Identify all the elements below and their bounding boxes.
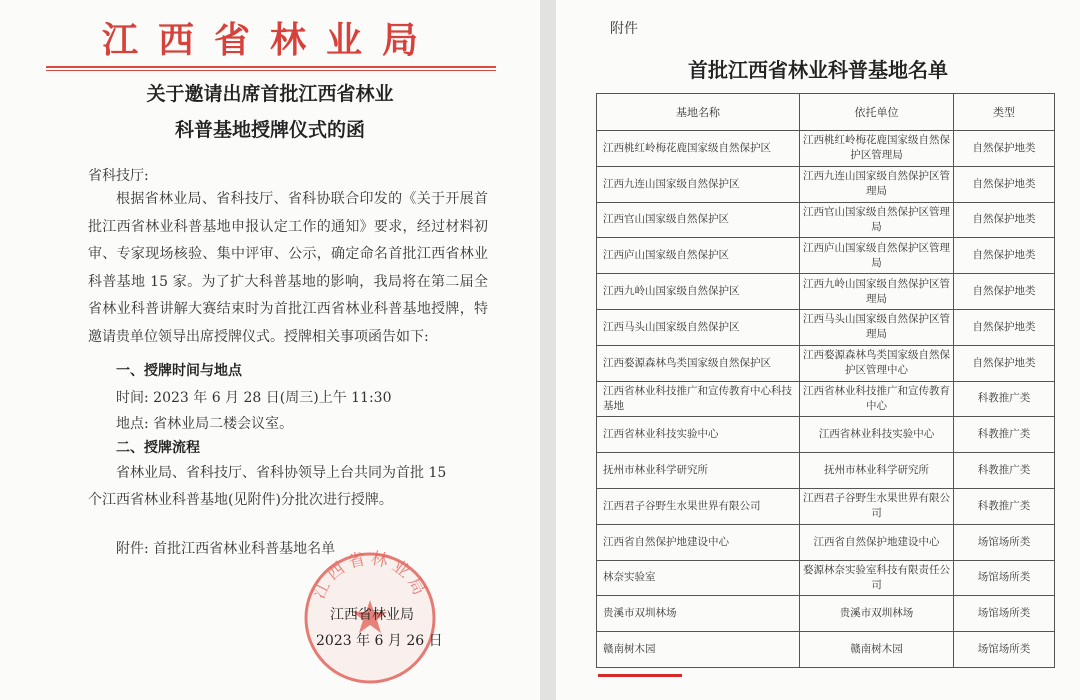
col-header-host-unit: 依托单位 (800, 94, 954, 131)
base-name: 江西省林业科技实验中心 (597, 417, 800, 453)
process-line-2: 个江西省林业科普基地(见附件)分批次进行授牌。 (88, 492, 393, 508)
svg-text:江西省林业局: 江西省林业局 (309, 548, 431, 603)
base-type: 场馆场所类 (954, 560, 1055, 596)
host-unit: 婺源林奈实验室科技有限责任公司 (800, 560, 954, 596)
table-row (597, 596, 1055, 632)
base-name: 江西桃红岭梅花鹿国家级自然保护区 (597, 131, 800, 167)
base-type: 自然保护地类 (954, 131, 1055, 167)
base-name: 江西君子谷野生水果世界有限公司 (597, 488, 800, 524)
host-unit: 江西马头山国家级自然保护区管理局 (800, 309, 954, 345)
host-unit: 江西婺源森林鸟类国家级自然保护区管理中心 (800, 345, 954, 381)
table-row (597, 166, 1055, 202)
table-row (597, 202, 1055, 238)
letter-body: 根据省林业局、省科技厅、省科协联合印发的《关于开展首批江西省林业科普基地申报认定工作的通知》要求，经过材料初审、专家现场核验、集中评审、公示，确定命名首批江西省林业科普基地 15 家。为了扩大科普基地的影响，我局将在第二届全省林业科普讲解大赛结束时为首批江西省林业科普基地授牌，特邀请贵单位领导出席授牌仪式。授牌相关事项函告如下: (88, 191, 488, 345)
highlight-underline (598, 674, 682, 677)
addressee: 省科技厅: (88, 168, 149, 184)
subject-line-2: 科普基地授牌仪式的函 (174, 119, 365, 141)
ceremony-time: 时间: 2023 年 6 月 28 日(周三)上午 11:30 (116, 390, 392, 406)
host-unit: 江西庐山国家级自然保护区管理局 (800, 238, 954, 274)
letterhead-title: 江西省林业局 (101, 19, 438, 61)
base-name: 江西九连山国家级自然保护区 (597, 166, 800, 202)
host-unit: 江西九岭山国家级自然保护区管理局 (800, 274, 954, 310)
table-row (597, 488, 1055, 524)
col-header-base-name: 基地名称 (597, 94, 800, 131)
table-row (597, 309, 1055, 345)
host-unit: 江西省自然保护地建设中心 (800, 524, 954, 560)
table-row (597, 238, 1055, 274)
base-type: 自然保护地类 (954, 202, 1055, 238)
page-gutter (540, 0, 556, 700)
host-unit: 江西君子谷野生水果世界有限公司 (800, 488, 954, 524)
table-row (597, 453, 1055, 489)
base-type: 科教推广类 (954, 417, 1055, 453)
table-row (597, 345, 1055, 381)
annex-label: 附件 (610, 21, 638, 37)
base-type: 自然保护地类 (954, 345, 1055, 381)
base-type: 科教推广类 (954, 488, 1055, 524)
section-1-heading: 一、授牌时间与地点 (116, 363, 242, 379)
host-unit: 赣南树木园 (800, 632, 954, 668)
base-name: 江西庐山国家级自然保护区 (597, 238, 800, 274)
base-name: 江西马头山国家级自然保护区 (597, 309, 800, 345)
base-name: 林奈实验室 (597, 560, 800, 596)
table-row (597, 274, 1055, 310)
base-name: 抚州市林业科学研究所 (597, 453, 800, 489)
science-base-table (596, 93, 1055, 668)
table-row (597, 381, 1055, 417)
host-unit: 抚州市林业科学研究所 (800, 453, 954, 489)
host-unit: 贵溪市双圳林场 (800, 596, 954, 632)
base-type: 场馆场所类 (954, 632, 1055, 668)
table-row (597, 131, 1055, 167)
host-unit: 江西省林业科技推广和宣传教育中心 (800, 381, 954, 417)
letterhead-rule (46, 66, 496, 68)
section-2-heading: 二、授牌流程 (116, 440, 200, 456)
annex-page (556, 0, 1080, 700)
base-type: 自然保护地类 (954, 309, 1055, 345)
base-name: 江西省林业科技推广和宣传教育中心科技基地 (597, 381, 800, 417)
table-row (597, 524, 1055, 560)
table-row (597, 560, 1055, 596)
base-name: 贵溪市双圳林场 (597, 596, 800, 632)
base-type: 场馆场所类 (954, 596, 1055, 632)
subject-line-1: 关于邀请出席首批江西省林业 (146, 83, 394, 105)
host-unit: 江西九连山国家级自然保护区管理局 (800, 166, 954, 202)
host-unit: 江西官山国家级自然保护区管理局 (800, 202, 954, 238)
base-type: 自然保护地类 (954, 238, 1055, 274)
attachment-note: 附件: 首批江西省林业科普基地名单 (116, 541, 336, 557)
host-unit: 江西省林业科技实验中心 (800, 417, 954, 453)
table-row (597, 632, 1055, 668)
ceremony-place: 地点: 省林业局二楼会议室。 (116, 416, 294, 432)
base-type: 自然保护地类 (954, 274, 1055, 310)
letterhead-rule-thin (46, 70, 496, 71)
table-row (597, 417, 1055, 453)
col-header-type: 类型 (954, 94, 1055, 131)
base-name: 江西九岭山国家级自然保护区 (597, 274, 800, 310)
base-name: 江西省自然保护地建设中心 (597, 524, 800, 560)
base-type: 科教推广类 (954, 381, 1055, 417)
annex-title: 首批江西省林业科普基地名单 (688, 58, 948, 82)
base-name: 江西婺源森林鸟类国家级自然保护区 (597, 345, 800, 381)
letter-subject (0, 76, 540, 148)
host-unit: 江西桃红岭梅花鹿国家级自然保护区管理局 (800, 131, 954, 167)
base-type: 自然保护地类 (954, 166, 1055, 202)
base-type: 科教推广类 (954, 453, 1055, 489)
base-name: 赣南树木园 (597, 632, 800, 668)
base-type: 场馆场所类 (954, 524, 1055, 560)
signature-date: 2023 年 6 月 26 日 (316, 633, 443, 649)
process-line-1: 省林业局、省科技厅、省科协领导上台共同为首批 15 (116, 465, 447, 481)
table-header-row (597, 94, 1055, 131)
base-name: 江西官山国家级自然保护区 (597, 202, 800, 238)
signature-organization: 江西省林业局 (330, 607, 414, 623)
